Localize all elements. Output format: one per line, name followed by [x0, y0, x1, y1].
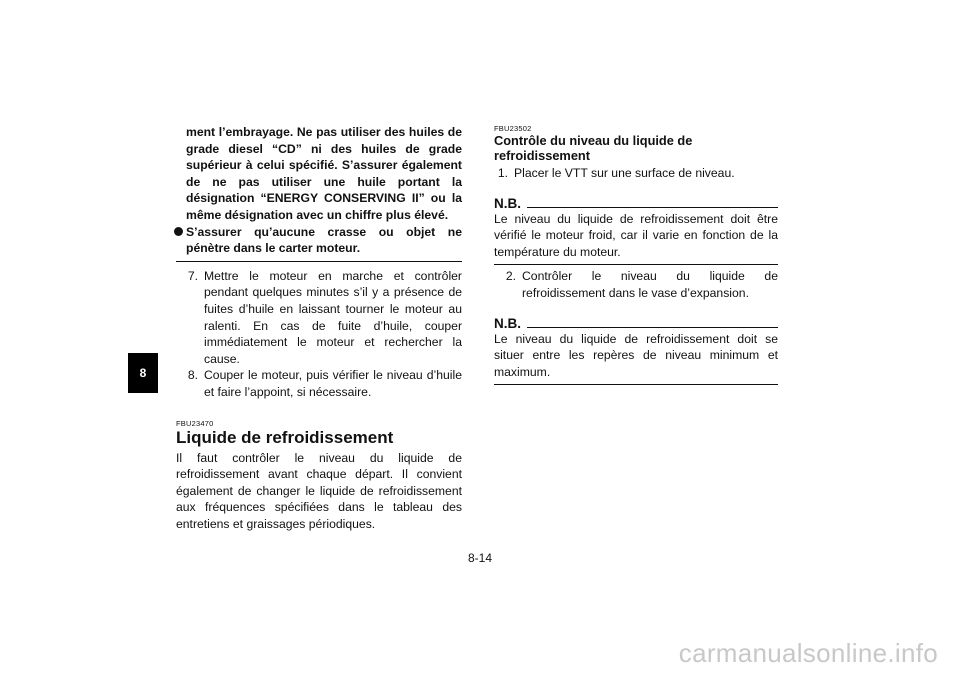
- step-text: Mettre le moteur en marche et contrôler pendant quelques minutes s’il y a présence de fuites d’huile en laissant tourner le moteur au ralenti. En cas de fuite d’huile, couper immédiatement le moteur et rechercher la cause.: [204, 268, 462, 366]
- step-text: Contrôler le niveau du liquide de refroidissement dans le vase d’expansion.: [522, 269, 778, 300]
- note-rule: [527, 327, 778, 328]
- chapter-tab: 8: [128, 353, 158, 393]
- step-text: Placer le VTT sur une surface de niveau.: [514, 166, 735, 180]
- page-number: 8-14: [467, 551, 493, 565]
- note-header: [494, 316, 778, 331]
- note-text: Le niveau du liquide de refroidissement doit se situer entre les repères de niveau minimum et maximum.: [494, 331, 778, 379]
- warning-block: [186, 124, 462, 257]
- note-label: N.B.: [494, 315, 521, 331]
- left-column: [176, 124, 462, 532]
- section-code: FBU23502: [494, 124, 532, 133]
- note-rule: [527, 207, 778, 208]
- step-number: 2.: [505, 269, 516, 284]
- step-number: 1.: [497, 166, 508, 180]
- step-item: [176, 268, 462, 368]
- step-item: [176, 367, 462, 400]
- right-column: [494, 124, 778, 385]
- step-item: [494, 165, 778, 182]
- note-header: [494, 196, 778, 211]
- warning-continuation: ment l’embrayage. Ne pas utiliser des huiles de grade diesel “CD” ni des huiles de grade supérieur à celui spécifié. S’assurer également de ne pas utiliser une huile portant la désignation “ENERGY CONSERVING II” ou la même désignation avec un chiffre plus élevé.: [186, 125, 462, 222]
- bullet-icon: [174, 227, 183, 236]
- step-text: Couper le moteur, puis vérifier le niveau d’huile et faire l’appoint, si nécessaire.: [204, 368, 462, 399]
- warning-bullet: [186, 224, 462, 257]
- section-title: Liquide de refroidissement: [176, 427, 394, 447]
- note-end-rule: [494, 384, 778, 385]
- section-code: FBU23470: [176, 418, 214, 428]
- warning-end-rule: [176, 261, 462, 262]
- note-label: N.B.: [494, 195, 521, 211]
- watermark: carmanualsonline.info: [678, 638, 938, 668]
- steps-list: [176, 268, 462, 401]
- note-text: Le niveau du liquide de refroidissement doit être vérifié le moteur froid, car il varie en fonction de la température du moteur.: [494, 211, 778, 259]
- warning-bullet-text: S’assurer qu’aucune crasse ou objet ne pénètre dans le carter moteur.: [186, 224, 462, 256]
- note-end-rule: [494, 264, 778, 265]
- step-number: 7.: [187, 268, 198, 283]
- step-number: 8.: [187, 368, 198, 383]
- section-body: Il faut contrôler le niveau du liquide de refroidissement avant chaque départ. Il convient également de changer le liquide de refroidissement aux fréquences spécifiées dans le tableau des entretiens et graissages périodiques.: [176, 450, 462, 531]
- step-item: [494, 268, 778, 301]
- section-title: Contrôle du niveau du liquide de refroidissement: [494, 133, 693, 163]
